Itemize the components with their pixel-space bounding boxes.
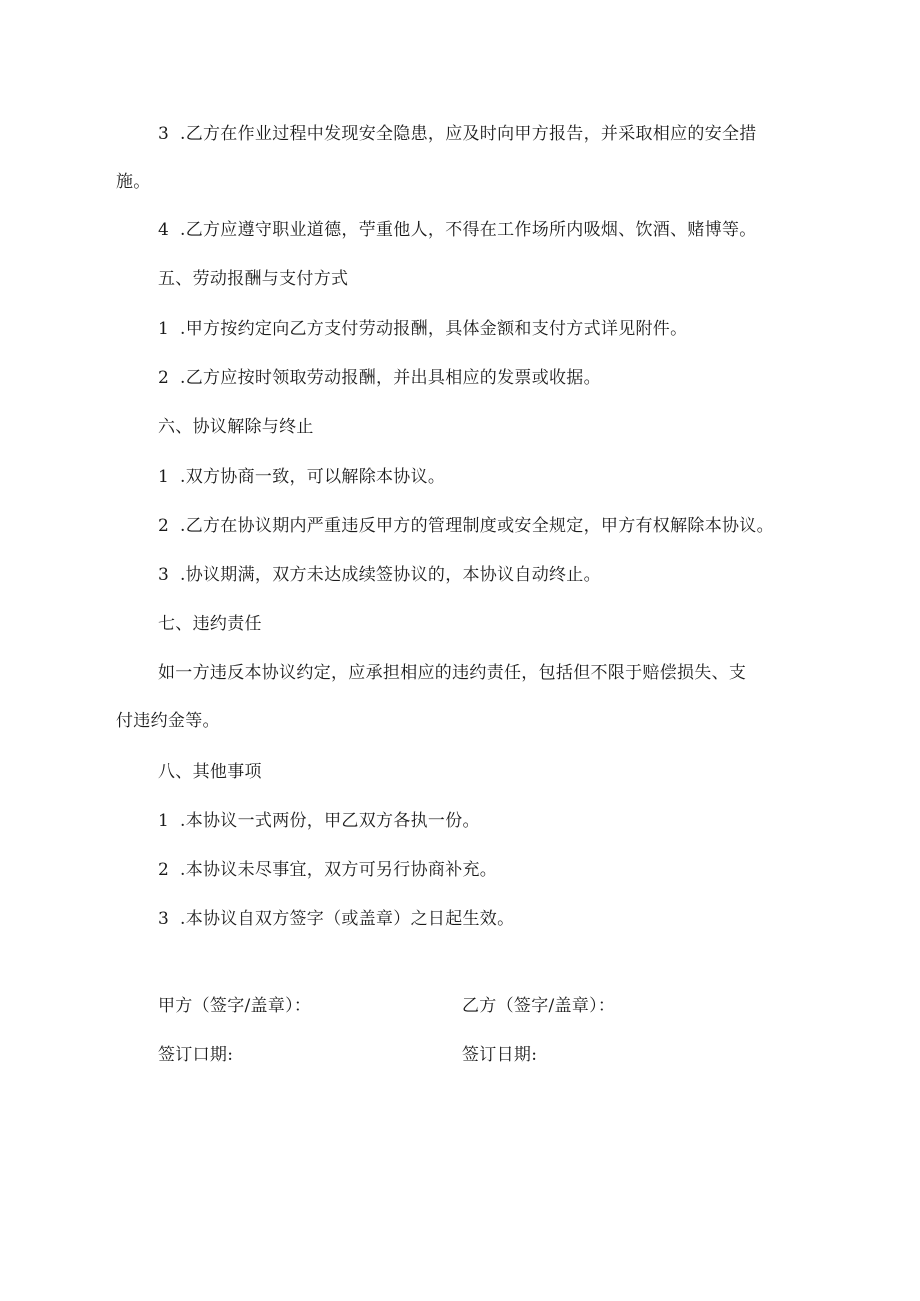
clause-number: 3 xyxy=(158,565,170,585)
clause-6-2 xyxy=(158,514,774,538)
clause-6-3 xyxy=(158,563,601,587)
clause-5-2 xyxy=(158,366,601,390)
section-title: 八、其他事项 xyxy=(158,762,262,782)
clause-number: 3 xyxy=(158,124,170,144)
clause-text: .本协议一式两份，甲乙双方各执一份。 xyxy=(180,811,480,831)
clause-8-1 xyxy=(158,809,480,833)
section-title: 七、违约责任 xyxy=(158,614,262,634)
clause-number: 2 xyxy=(158,860,170,880)
clause-text: .乙方在作业过程中发现安全隐患，应及时向甲方报告，并采取相应的安全措 xyxy=(180,124,757,144)
clause-number: 1 xyxy=(158,811,170,831)
party-b-date-label: 签订日期: xyxy=(462,1045,538,1065)
clause-text: .甲方按约定向乙方支付劳动报酬，具体金额和支付方式详见附件。 xyxy=(180,319,688,339)
section-heading-5 xyxy=(158,267,348,291)
clause-text: .双方协商一致，可以解除本协议。 xyxy=(180,467,446,487)
breach-liability-continuation xyxy=(116,709,220,733)
clause-3-safety-hazard xyxy=(158,122,757,146)
clause-number: 1 xyxy=(158,467,170,487)
clause-number: 2 xyxy=(158,516,170,536)
party-a-signature-label: 甲方（签字/盖章）： xyxy=(158,996,312,1016)
clause-text: .乙方在协议期内严重违反甲方的管理制度或安全规定，甲方有权解除本协议。 xyxy=(180,516,774,536)
clause-text: .乙方应按时领取劳动报酬，并出具相应的发票或收据。 xyxy=(180,368,601,388)
clause-text: .本协议未尽事宜，双方可另行协商补充。 xyxy=(180,860,498,880)
section-title: 六、协议解除与终止 xyxy=(158,417,314,437)
paragraph-text: 付违约金等。 xyxy=(116,711,220,731)
clause-text: .乙方应遵守职业道德，苧重他人，不得在工作场所内吸烟、饮酒、赌博等。 xyxy=(180,220,757,240)
section-heading-8 xyxy=(158,760,262,784)
clause-number: 4 xyxy=(158,220,170,240)
clause-3-continuation xyxy=(116,170,151,194)
party-b-signature-label: 乙方（签字/盖章）： xyxy=(462,996,616,1016)
party-a-date-label: 签订口期: xyxy=(158,1045,234,1065)
breach-liability-text xyxy=(158,661,746,685)
section-title: 五、劳动报酬与支付方式 xyxy=(158,269,349,289)
clause-8-3 xyxy=(158,907,514,931)
clause-6-1 xyxy=(158,465,445,489)
clause-5-1 xyxy=(158,317,687,341)
section-heading-6 xyxy=(158,415,314,439)
clause-8-2 xyxy=(158,858,497,882)
clause-text: .本协议自双方签字（或盖章）之日起生效。 xyxy=(180,909,515,929)
clause-number: 1 xyxy=(158,319,170,339)
clause-text: .协议期满，双方未达成续签协议的，本协议自动终止。 xyxy=(180,565,601,585)
paragraph-text: 如一方违反本协议约定，应承担相应的违约责任，包括但不限于赔偿损失、支 xyxy=(158,663,747,683)
clause-4-ethics xyxy=(158,218,757,242)
clause-number: 3 xyxy=(158,909,170,929)
clause-text: 施。 xyxy=(116,172,151,192)
clause-number: 2 xyxy=(158,368,170,388)
section-heading-7 xyxy=(158,612,262,636)
